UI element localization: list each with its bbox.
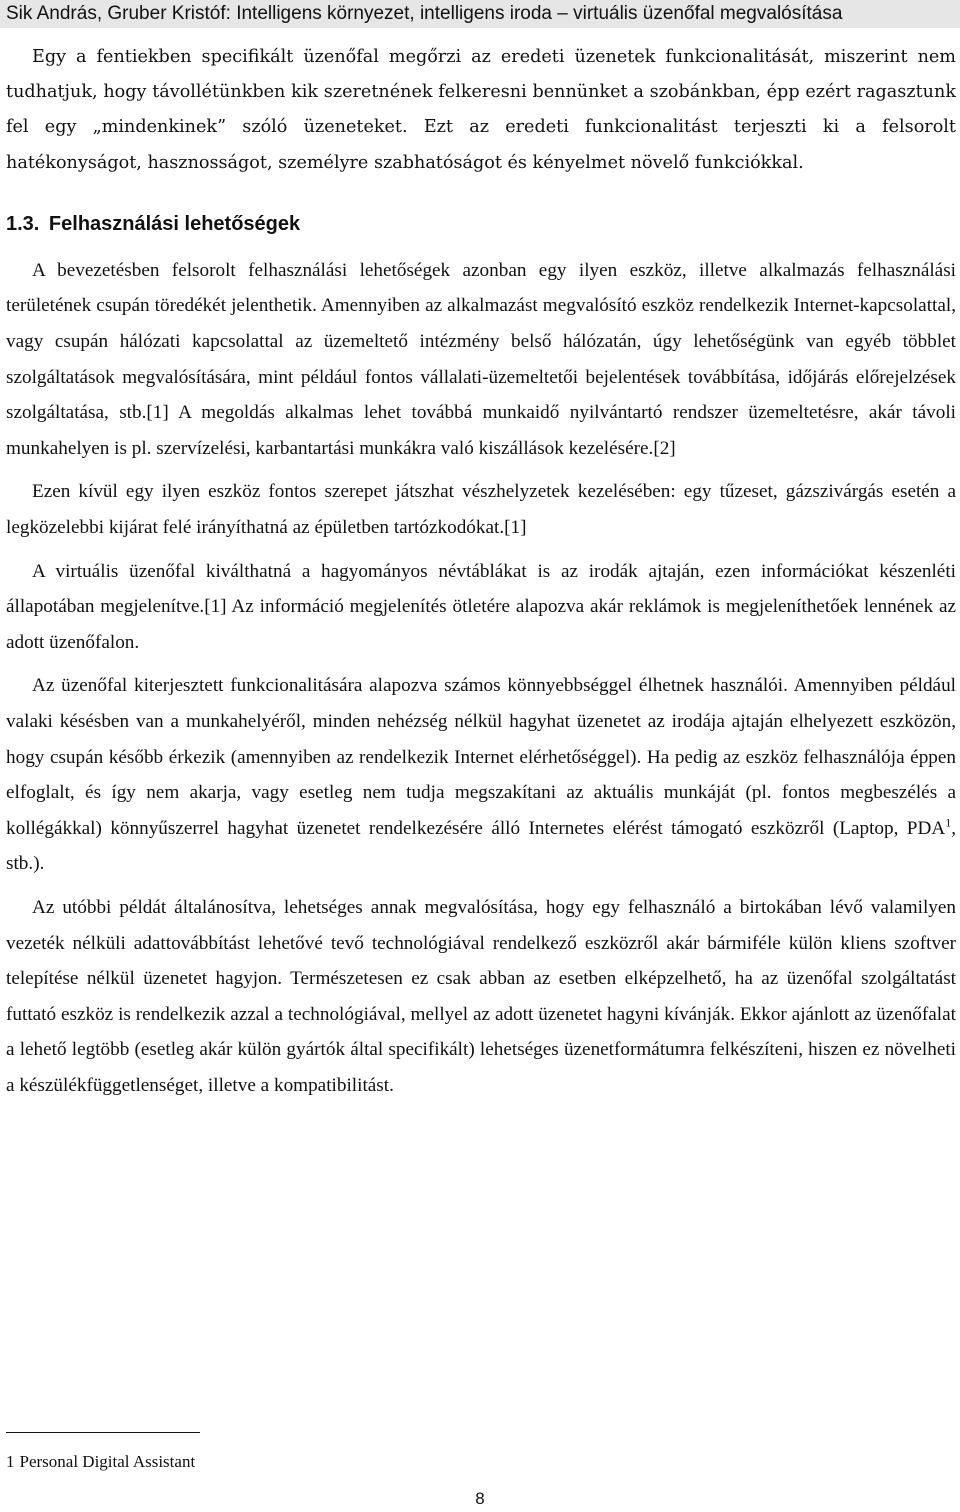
footnote-reference: 1	[945, 815, 952, 830]
body-paragraph: A bevezetésben felsorolt felhasználási lehetőségek azonban egy ilyen eszköz, illetve alkalmazás felhasználási területének csupán töredékét jelenthetik. Amennyiben az alkalmazást megvalósító eszköz rendelkezik Internet-kapcsolattal, vagy csupán hálózati kapcsolattal az üzemeltető intézmény belső hálózatán, úgy lehetőségünk van egyéb többlet szolgáltatások megvalósítására, mint például fontos vállalati-üzemeltetői bejelentések továbbítása, időjárás előrejelzések szolgáltatása, stb.[1] A megoldás alkalmas lehet továbbá munkaidő nyilvántartó rendszer üzemeltetésre, akár távoli munkahelyen is pl. szervízelési, karbantartási munkákra való kiszállások kezelésére.[2]	[6, 259, 956, 459]
footnote-number: 1	[6, 1452, 15, 1471]
paragraph-text: Az üzenőfal kiterjesztett funkcionalitására alapozva számos könnyebbséggel élhetnek használói. Amennyiben például valaki késésben van a munkahelyéről, minden nehézség nélkül hagyhat üzenetet az irodája ajtaján elhelyezett eszközön, hogy csupán később érkezik (amennyiben az rendelkezik Internet elérhetőséggel). Ha pedig az eszköz felhasználója éppen elfoglalt, és így nem akarja, vagy esetleg nem tudja megszakítani az aktuális munkáját (pl. fontos megbeszélés a kollégákkal) könnyűszerrel hagyhat üzenetet rendelkezésére álló Internetes elérést támogató eszközről (Laptop, PDA	[6, 675, 956, 839]
intro-paragraph: Egy a fentiekben specifikált üzenőfal megőrzi az eredeti üzenetek funkcionalitását, miszerint nem tudhatjuk, hogy távollétünkben kik szeretnének felkeresni bennünket a szobánkban, épp ezért ragasztunk fel egy „mindenkinek” szóló üzeneteket. Ezt az eredeti funkcionalitást terjeszti ki a felsorolt hatékonyságot, hasznosságot, személyre szabhatóságot és kényelmet növelő funkciókkal.	[6, 47, 956, 173]
body-paragraph: Ezen kívül egy ilyen eszköz fontos szerepet játszhat vészhelyzetek kezelésében: egy tűzeset, gázszivárgás esetén a legközelebbi kijárat felé irányíthatná az épületben tartózkodókat.[1]	[6, 481, 956, 538]
body-paragraph: Az utóbbi példát általánosítva, lehetséges annak megvalósítása, hogy egy felhasználó a birtokában lévő valamilyen vezeték nélküli adattovábbítást lehetővé tevő technológiával rendelkező eszközről akár bármiféle külön kliens szoftver telepítése nélkül üzenetet hagyjon. Természetesen ez csak abban az esetben elképzelhető, ha az üzenőfal szolgáltatást futtató eszköz is rendelkezik azzal a technológiával, mellyel az adott üzenetet hagyni kívánják. Ekkor ajánlott az üzenőfalat a lehető legtöbb (esetleg akár külön gyártók által specifikált) lehetséges üzenetformátumra felkészíteni, hiszen ez növelheti a készülékfüggetlenséget, illetve a kompatibilitást.	[6, 896, 956, 1096]
page-number: 8	[475, 1489, 485, 1508]
body-paragraph: A virtuális üzenőfal kiválthatná a hagyományos névtáblákat is az irodák ajtaján, ezen információkat készenléti állapotában megjelenítve.[1] Az információ megjelenítés ötletére alapozva akár reklámok is megjeleníthetőek lennének az adott üzenőfalon.	[6, 560, 956, 653]
footnote-text: Personal Digital Assistant	[19, 1452, 196, 1471]
running-header: Sik András, Gruber Kristóf: Intelligens környezet, intelligens iroda – virtuális üzenőfal megvalósítása	[0, 0, 960, 28]
section-title: Felhasználási lehetőségek	[48, 212, 301, 235]
body-paragraph-with-footnote	[6, 668, 956, 882]
footnote	[6, 1451, 195, 1473]
paragraph-text-tail: , stb.).	[6, 817, 956, 875]
page-body	[6, 40, 956, 1103]
section-number: 1.3.	[6, 212, 40, 235]
section-heading	[6, 211, 956, 237]
footnote-divider	[6, 1432, 200, 1433]
